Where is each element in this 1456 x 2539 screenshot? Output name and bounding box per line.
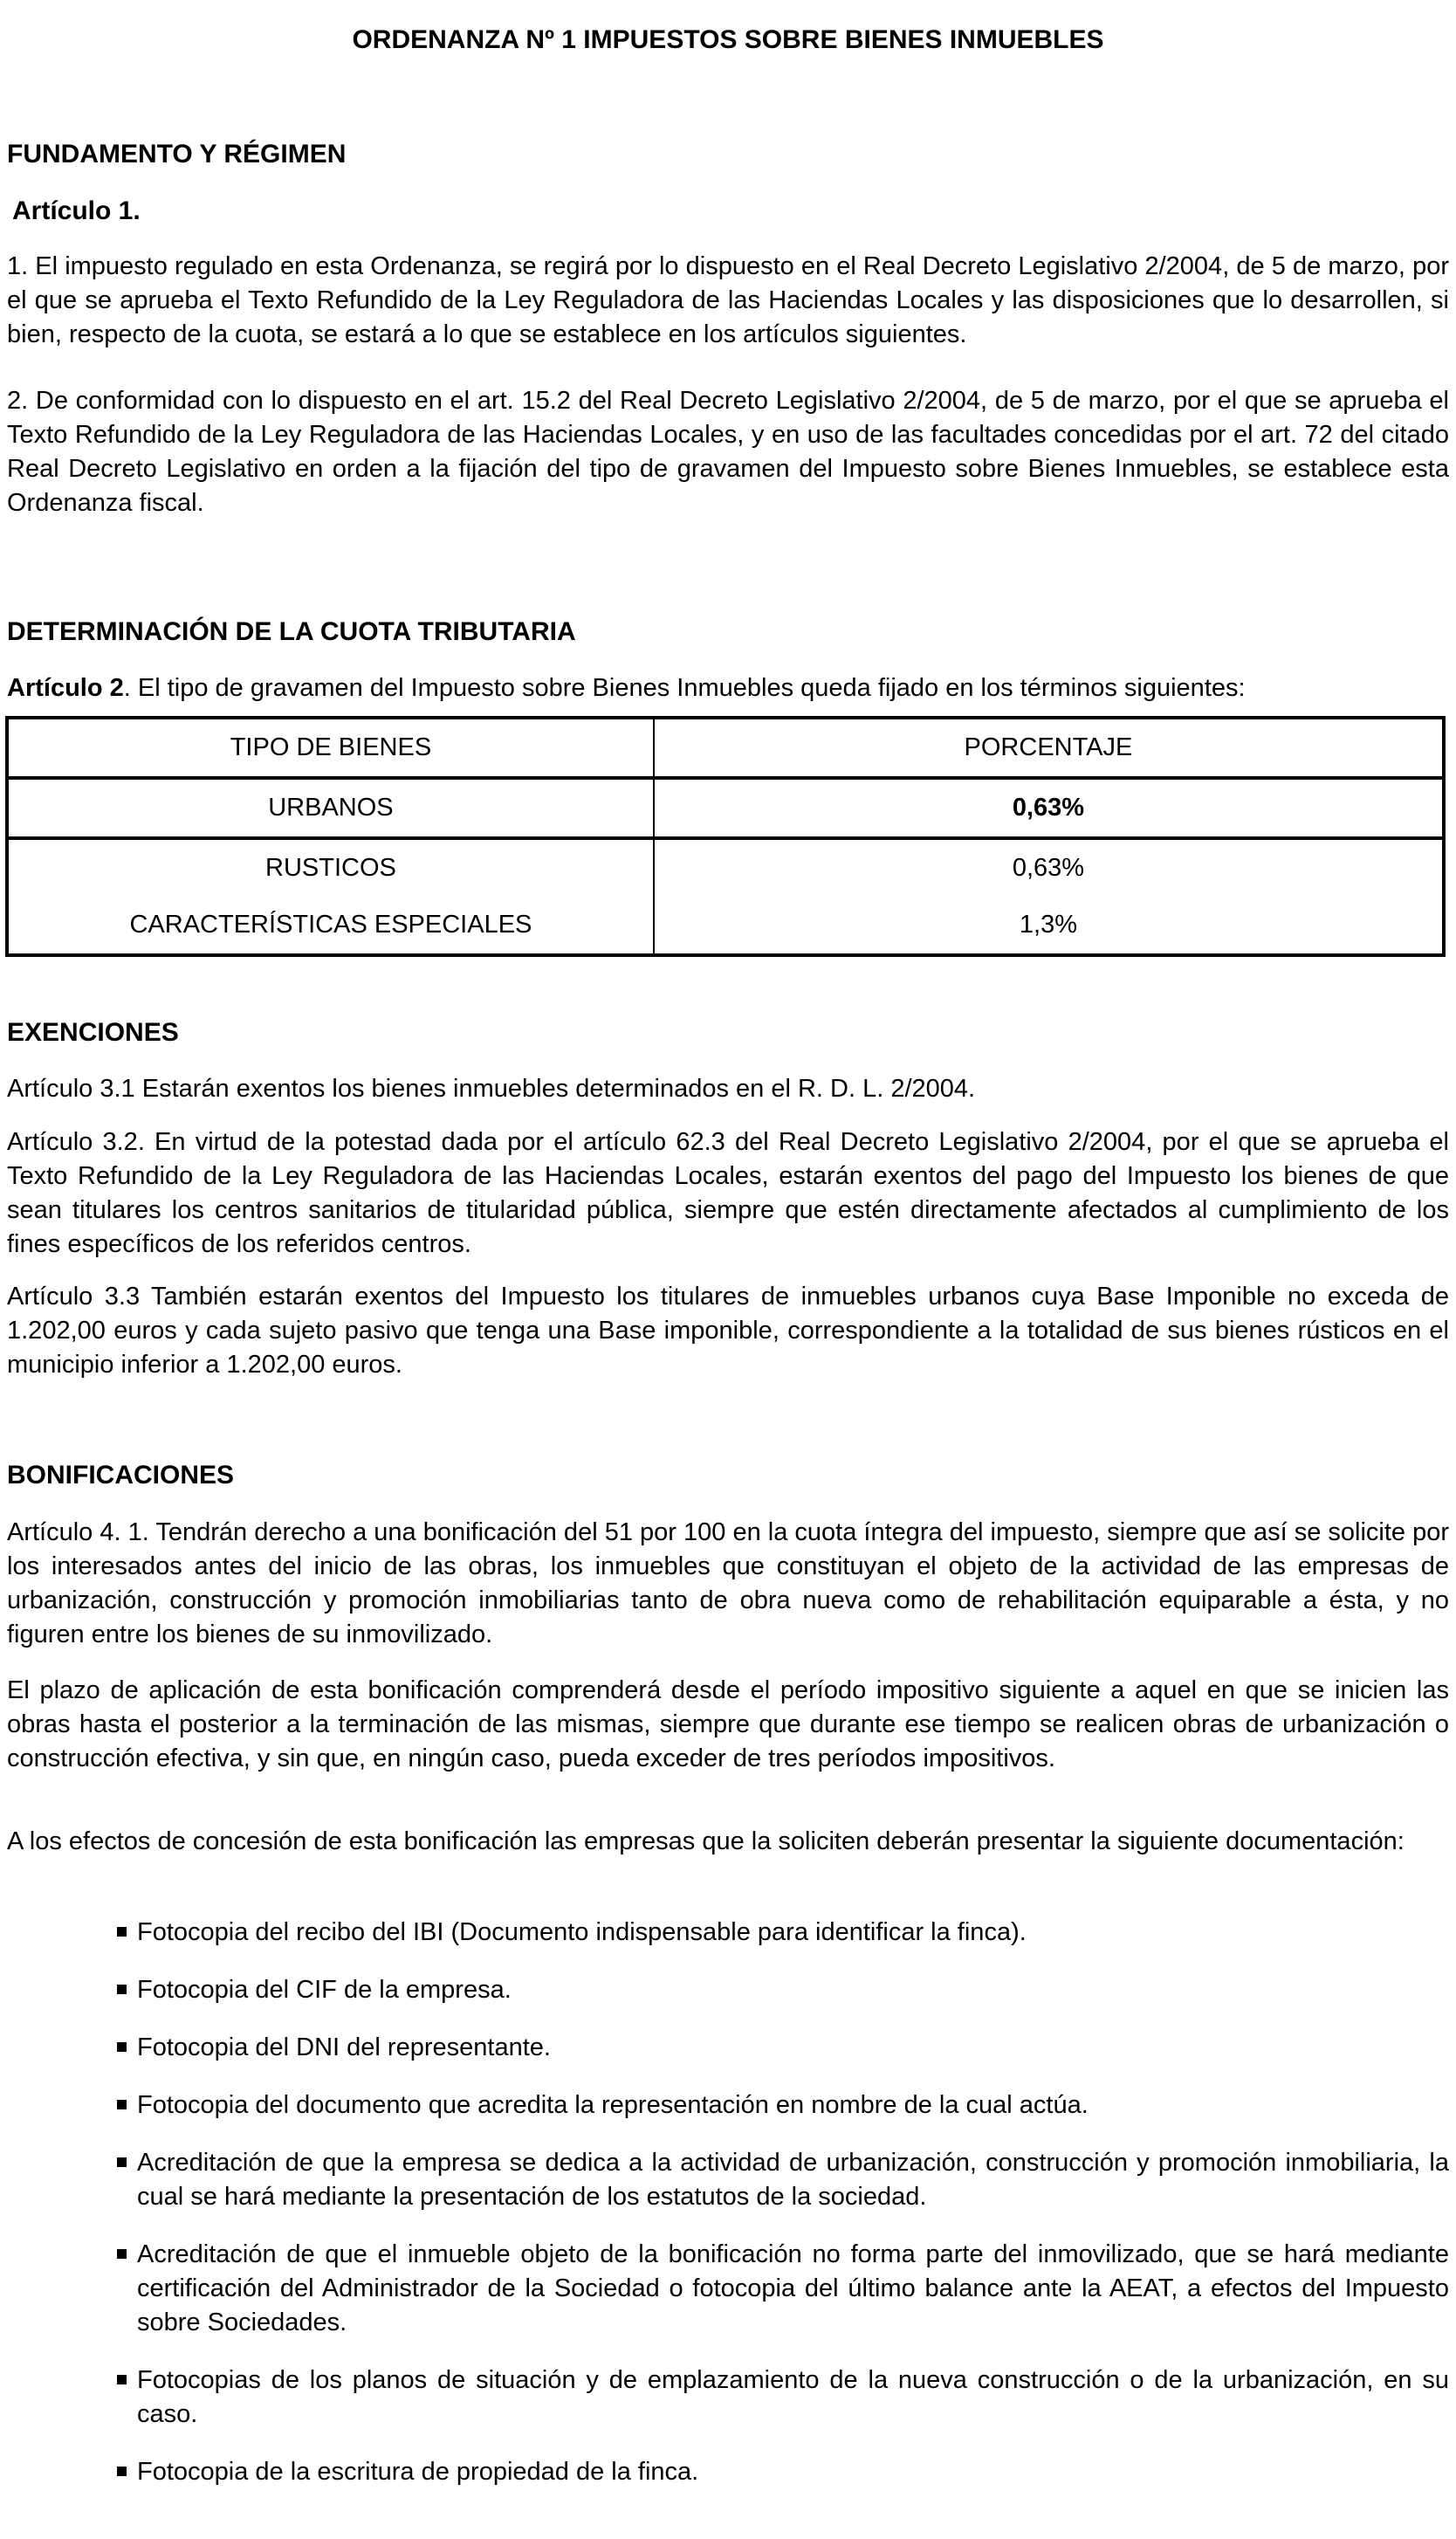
list-item-text: Acreditación de que el inmueble objeto de la bonificación no forma parte del inmovilizado, que se hará mediante certificación del Administrador de la Sociedad o fotocopia del último balance ante la AEAT, a efectos del Impuesto sobre Sociedades. <box>137 2240 1449 2336</box>
tax-rate-table <box>5 716 1446 957</box>
section-heading-bonificaciones: BONIFICACIONES <box>7 1461 235 1490</box>
bullet-square-icon <box>117 2467 127 2476</box>
article-1-heading: Artículo 1. <box>12 196 141 225</box>
bullet-square-icon <box>117 2157 127 2167</box>
bullet-square-icon <box>117 2100 127 2109</box>
article-4-paragraph-1 <box>7 1516 1449 1652</box>
article-4-paragraph-3: A los efectos de concesión de esta bonificación las empresas que la soliciten deberán presentar la siguiente documentación: <box>7 1827 1404 1855</box>
documentation-list <box>7 1916 1449 2513</box>
list-item <box>7 2455 1449 2489</box>
document-title: ORDENANZA Nº 1 IMPUESTOS SOBRE BIENES INMUEBLES <box>352 25 1104 54</box>
list-item <box>7 2088 1449 2123</box>
list-item <box>7 1916 1449 1950</box>
list-item-text: Fotocopia del recibo del IBI (Documento indispensable para identificar la finca). <box>137 1918 1027 1946</box>
list-item <box>7 2238 1449 2340</box>
table-row <box>9 897 1442 953</box>
header-tipo: TIPO DE BIENES <box>9 719 654 778</box>
article-3-3: Artículo 3.3 También estarán exentos del Impuesto los titulares de inmuebles urbanos cuya Base Imponible no exceda de 1.202,00 euros y cada sujeto pasivo que tenga una Base imponible, correspondiente a la totalidad de sus bienes rústicos en el municipio inferior a 1.202,00 euros. <box>7 1283 1449 1379</box>
table-row <box>9 838 1442 897</box>
list-item <box>7 1973 1449 2007</box>
list-item <box>7 2364 1449 2432</box>
bullet-square-icon <box>117 1985 127 1994</box>
table-row <box>9 778 1442 838</box>
bullet-square-icon <box>117 2249 127 2259</box>
header-porcentaje: PORCENTAJE <box>654 719 1442 778</box>
bullet-square-icon <box>117 1927 127 1937</box>
article-4-label: Artículo 4 <box>7 1518 114 1546</box>
list-item <box>7 2146 1449 2214</box>
list-item-text: Acreditación de que la empresa se dedica a la actividad de urbanización, construcción y promoción inmobiliaria, la cual se hará mediante la presentación de los estatutos de la sociedad. <box>137 2149 1449 2211</box>
table-cell: 0,63% <box>1012 854 1085 882</box>
table-cell: CARACTERÍSTICAS ESPECIALES <box>9 897 654 953</box>
list-item-text: Fotocopia de la escritura de propiedad de la finca. <box>137 2458 699 2486</box>
list-item-text: Fotocopia del DNI del representante. <box>137 2033 551 2061</box>
bullet-square-icon <box>117 2042 127 2052</box>
section-heading-exenciones: EXENCIONES <box>7 1018 179 1047</box>
table-cell: RUSTICOS <box>9 838 654 897</box>
list-item-text: Fotocopia del documento que acredita la representación en nombre de la cual actúa. <box>137 2091 1089 2119</box>
article-1-paragraph-1: 1. El impuesto regulado en esta Ordenanza, se regirá por lo dispuesto en el Real Decreto Legislativo 2/2004, de 5 de marzo, por el que se aprueba el Texto Refundido de la Ley Reguladora de las Haciendas Locales y las disposiciones que lo desarrollen, si bien, respecto de la cuota, se estará a lo que se establece en los artículos siguientes. <box>7 252 1449 348</box>
list-item-text: Fotocopia del CIF de la empresa. <box>137 1976 512 2004</box>
table-cell: 1,3% <box>1019 911 1077 939</box>
bullet-square-icon <box>117 2375 127 2384</box>
article-3-1: Artículo 3.1 Estarán exentos los bienes inmuebles determinados en el R. D. L. 2/2004. <box>7 1075 976 1103</box>
list-item <box>7 2031 1449 2065</box>
article-4-text: . 1. Tendrán derecho a una bonificación del 51 por 100 en la cuota íntegra del impuesto, siempre que así se solicite por los interesados antes del inicio de las obras, los inmuebles que constituyan el objeto de la actividad de las empresas de urbanización, construcción y promoción inmobiliarias tanto de obra nueva como de rehabilitación equiparable a ésta, y no figuren entre los bienes de su inmovilizado. <box>7 1518 1450 1648</box>
table-header-row <box>9 719 1442 778</box>
list-item-text: Fotocopias de los planos de situación y de emplazamiento de la nueva construcción o de la urbanización, en su caso. <box>137 2366 1449 2428</box>
article-3-2: Artículo 3.2. En virtud de la potestad dada por el artículo 62.3 del Real Decreto Legislativo 2/2004, por el que se aprueba el Texto Refundido de la Ley Reguladora de las Haciendas Locales, estarán exentos del pago del Impuesto los bienes de que sean titulares los centros sanitarios de titularidad pública, siempre que estén directamente afectados al cumplimiento de los fines específicos de los referidos centros. <box>7 1128 1449 1258</box>
article-4-paragraph-2: El plazo de aplicación de esta bonificación comprenderá desde el período impositivo siguiente a aquel en que se inicien las obras hasta el posterior a la terminación de las mismas, siempre que durante ese tiempo se realicen obras de urbanización o construcción efectiva, y sin que, en ningún caso, pueda exceder de tres períodos impositivos. <box>7 1676 1449 1772</box>
article-1-paragraph-2: 2. De conformidad con lo dispuesto en el art. 15.2 del Real Decreto Legislativo 2/2004, de 5 de marzo, por el que se aprueba el Texto Refundido de la Ley Reguladora de las Haciendas Locales, y en uso de las facultades concedidas por el art. 72 del citado Real Decreto Legislativo en orden a la fijación del tipo de gravamen del Impuesto sobre Bienes Inmuebles, se establece esta Ordenanza fiscal. <box>7 387 1449 517</box>
table-cell: 0,63% <box>654 778 1442 838</box>
section-heading-cuota: DETERMINACIÓN DE LA CUOTA TRIBUTARIA <box>7 617 576 646</box>
article-2-paragraph <box>7 671 1449 705</box>
article-2-label: Artículo 2 <box>7 674 124 702</box>
section-heading-fundamento: FUNDAMENTO Y RÉGIMEN <box>7 140 347 169</box>
article-2-text: . El tipo de gravamen del Impuesto sobre Bienes Inmuebles queda fijado en los términos siguientes: <box>123 674 1246 702</box>
table-cell: URBANOS <box>9 778 654 838</box>
